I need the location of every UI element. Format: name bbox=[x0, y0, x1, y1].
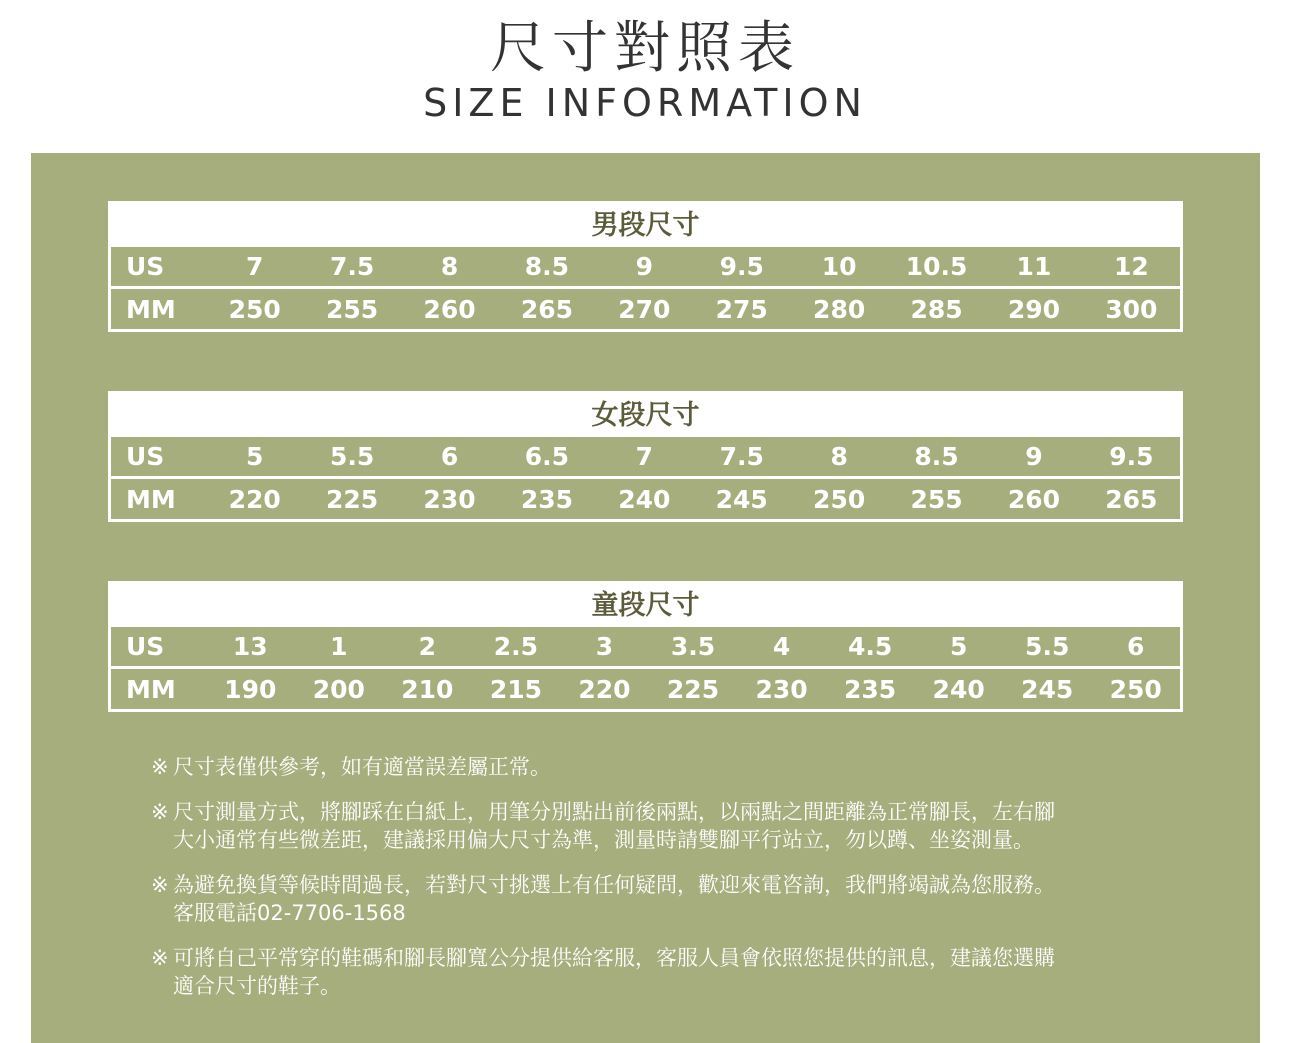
note-item bbox=[151, 753, 1151, 781]
mm-size-cell: 220 bbox=[228, 484, 281, 514]
mm-size-cell: 300 bbox=[1105, 294, 1158, 324]
us-size-cell: 7 bbox=[246, 252, 264, 281]
mm-size-cell: 260 bbox=[1007, 484, 1061, 514]
mm-size-cell: 210 bbox=[401, 674, 454, 704]
us-size-cell: 2 bbox=[418, 632, 437, 661]
mm-size-cell: 230 bbox=[755, 674, 808, 704]
note-line: 可將自己平常穿的鞋碼和腳長腳寬公分提供給客服，客服人員會依照您提供的訊息，建議您選購 bbox=[173, 946, 1055, 970]
note-line: 大小通常有些微差距，建議採用偏大尺寸為準，測量時請雙腳平行站立，勿以蹲、坐姿測量。 bbox=[173, 828, 1034, 852]
us-size-cell: 3.5 bbox=[670, 632, 716, 661]
mm-size-cell: 265 bbox=[1105, 484, 1158, 514]
us-size-cell: 3 bbox=[595, 632, 614, 661]
us-size-cell: 6 bbox=[1127, 632, 1145, 661]
mm-size-cell: 245 bbox=[1021, 674, 1074, 704]
note-mark: ※ bbox=[151, 873, 169, 897]
size-panel bbox=[31, 153, 1260, 1043]
kids-mm-row bbox=[111, 669, 1180, 709]
men-us-row bbox=[111, 247, 1180, 289]
mm-size-cell: 220 bbox=[578, 674, 631, 704]
note-mark: ※ bbox=[151, 946, 169, 970]
us-size-cell: 5.5 bbox=[329, 442, 375, 471]
women-size-table bbox=[108, 391, 1183, 522]
us-label: US bbox=[126, 632, 165, 661]
us-label: US bbox=[126, 252, 165, 281]
note-item bbox=[151, 871, 1151, 927]
mm-size-cell: 275 bbox=[715, 294, 768, 324]
mm-size-cell: 200 bbox=[312, 674, 365, 704]
us-size-cell: 5.5 bbox=[1025, 632, 1070, 661]
note-item bbox=[151, 798, 1151, 854]
mm-label: MM bbox=[126, 674, 176, 704]
us-label: US bbox=[126, 442, 165, 471]
mm-size-cell: 270 bbox=[618, 294, 671, 324]
us-size-cell: 4 bbox=[772, 632, 791, 661]
mm-label: MM bbox=[126, 484, 176, 514]
us-size-cell: 7 bbox=[635, 442, 654, 471]
us-size-cell: 5 bbox=[949, 632, 968, 661]
mm-size-cell: 250 bbox=[1109, 674, 1162, 704]
mm-size-cell: 230 bbox=[423, 484, 476, 514]
us-size-cell: 2.5 bbox=[493, 632, 539, 661]
us-size-cell: 9.5 bbox=[719, 252, 764, 281]
mm-size-cell: 260 bbox=[423, 294, 476, 324]
mm-size-cell: 240 bbox=[932, 674, 985, 704]
men-mm-row bbox=[111, 289, 1180, 329]
mm-size-cell: 265 bbox=[520, 294, 574, 324]
us-size-cell: 7.5 bbox=[719, 442, 764, 471]
note-line: 適合尺寸的鞋子。 bbox=[173, 974, 341, 998]
mm-size-cell: 235 bbox=[844, 674, 897, 704]
us-size-cell: 7.5 bbox=[329, 252, 375, 281]
mm-size-cell: 280 bbox=[813, 294, 866, 324]
men-table-title: 男段尺寸 bbox=[111, 204, 1180, 247]
kids-table-title: 童段尺寸 bbox=[111, 584, 1180, 627]
mm-size-cell: 240 bbox=[618, 484, 671, 514]
men-size-table bbox=[108, 201, 1183, 332]
page-title-cn: 尺寸對照表 bbox=[490, 16, 800, 81]
mm-size-cell: 285 bbox=[910, 294, 963, 324]
us-size-cell: 13 bbox=[232, 632, 268, 661]
mm-size-cell: 235 bbox=[520, 484, 574, 514]
mm-size-cell: 190 bbox=[224, 674, 277, 704]
mm-size-cell: 255 bbox=[326, 294, 379, 324]
us-size-cell: 8 bbox=[830, 442, 848, 471]
mm-size-cell: 215 bbox=[489, 674, 542, 704]
us-size-cell: 9.5 bbox=[1109, 442, 1154, 471]
note-line: 尺寸表僅供參考，如有適當誤差屬正常。 bbox=[173, 755, 551, 779]
us-size-cell: 4.5 bbox=[847, 632, 893, 661]
size-notes bbox=[151, 753, 1151, 1017]
us-size-cell: 9 bbox=[635, 252, 654, 281]
us-size-cell: 8.5 bbox=[524, 252, 570, 281]
note-line: 客服電話02-7706-1568 bbox=[173, 901, 406, 925]
page-title-en: SIZE INFORMATION bbox=[423, 81, 867, 125]
us-size-cell: 6 bbox=[440, 442, 459, 471]
note-mark: ※ bbox=[151, 800, 169, 824]
us-size-cell: 11 bbox=[1016, 252, 1052, 281]
note-line: 尺寸測量方式，將腳踩在白紙上，用筆分別點出前後兩點，以兩點之間距離為正常腳長，左右腳 bbox=[173, 800, 1055, 824]
us-size-cell: 1 bbox=[330, 632, 348, 661]
us-size-cell: 6.5 bbox=[524, 442, 570, 471]
mm-size-cell: 290 bbox=[1007, 294, 1061, 324]
note-item bbox=[151, 944, 1151, 1000]
mm-label: MM bbox=[126, 294, 176, 324]
us-size-cell: 10 bbox=[821, 252, 857, 281]
us-size-cell: 12 bbox=[1113, 252, 1149, 281]
note-mark: ※ bbox=[151, 755, 169, 779]
us-size-cell: 10.5 bbox=[905, 252, 968, 281]
mm-size-cell: 225 bbox=[666, 674, 720, 704]
us-size-cell: 8 bbox=[440, 252, 459, 281]
us-size-cell: 9 bbox=[1025, 442, 1043, 471]
us-size-cell: 8.5 bbox=[914, 442, 959, 471]
us-size-cell: 5 bbox=[246, 442, 264, 471]
women-table-title: 女段尺寸 bbox=[111, 394, 1180, 437]
mm-size-cell: 255 bbox=[910, 484, 963, 514]
women-mm-row bbox=[111, 479, 1180, 519]
kids-size-table bbox=[108, 581, 1183, 712]
mm-size-cell: 225 bbox=[326, 484, 379, 514]
note-line: 為避免換貨等候時間過長，若對尺寸挑選上有任何疑問，歡迎來電咨詢，我們將竭誠為您服務。 bbox=[173, 873, 1055, 897]
mm-size-cell: 245 bbox=[715, 484, 768, 514]
women-us-row bbox=[111, 437, 1180, 479]
mm-size-cell: 250 bbox=[813, 484, 866, 514]
kids-us-row bbox=[111, 627, 1180, 669]
mm-size-cell: 250 bbox=[228, 294, 281, 324]
